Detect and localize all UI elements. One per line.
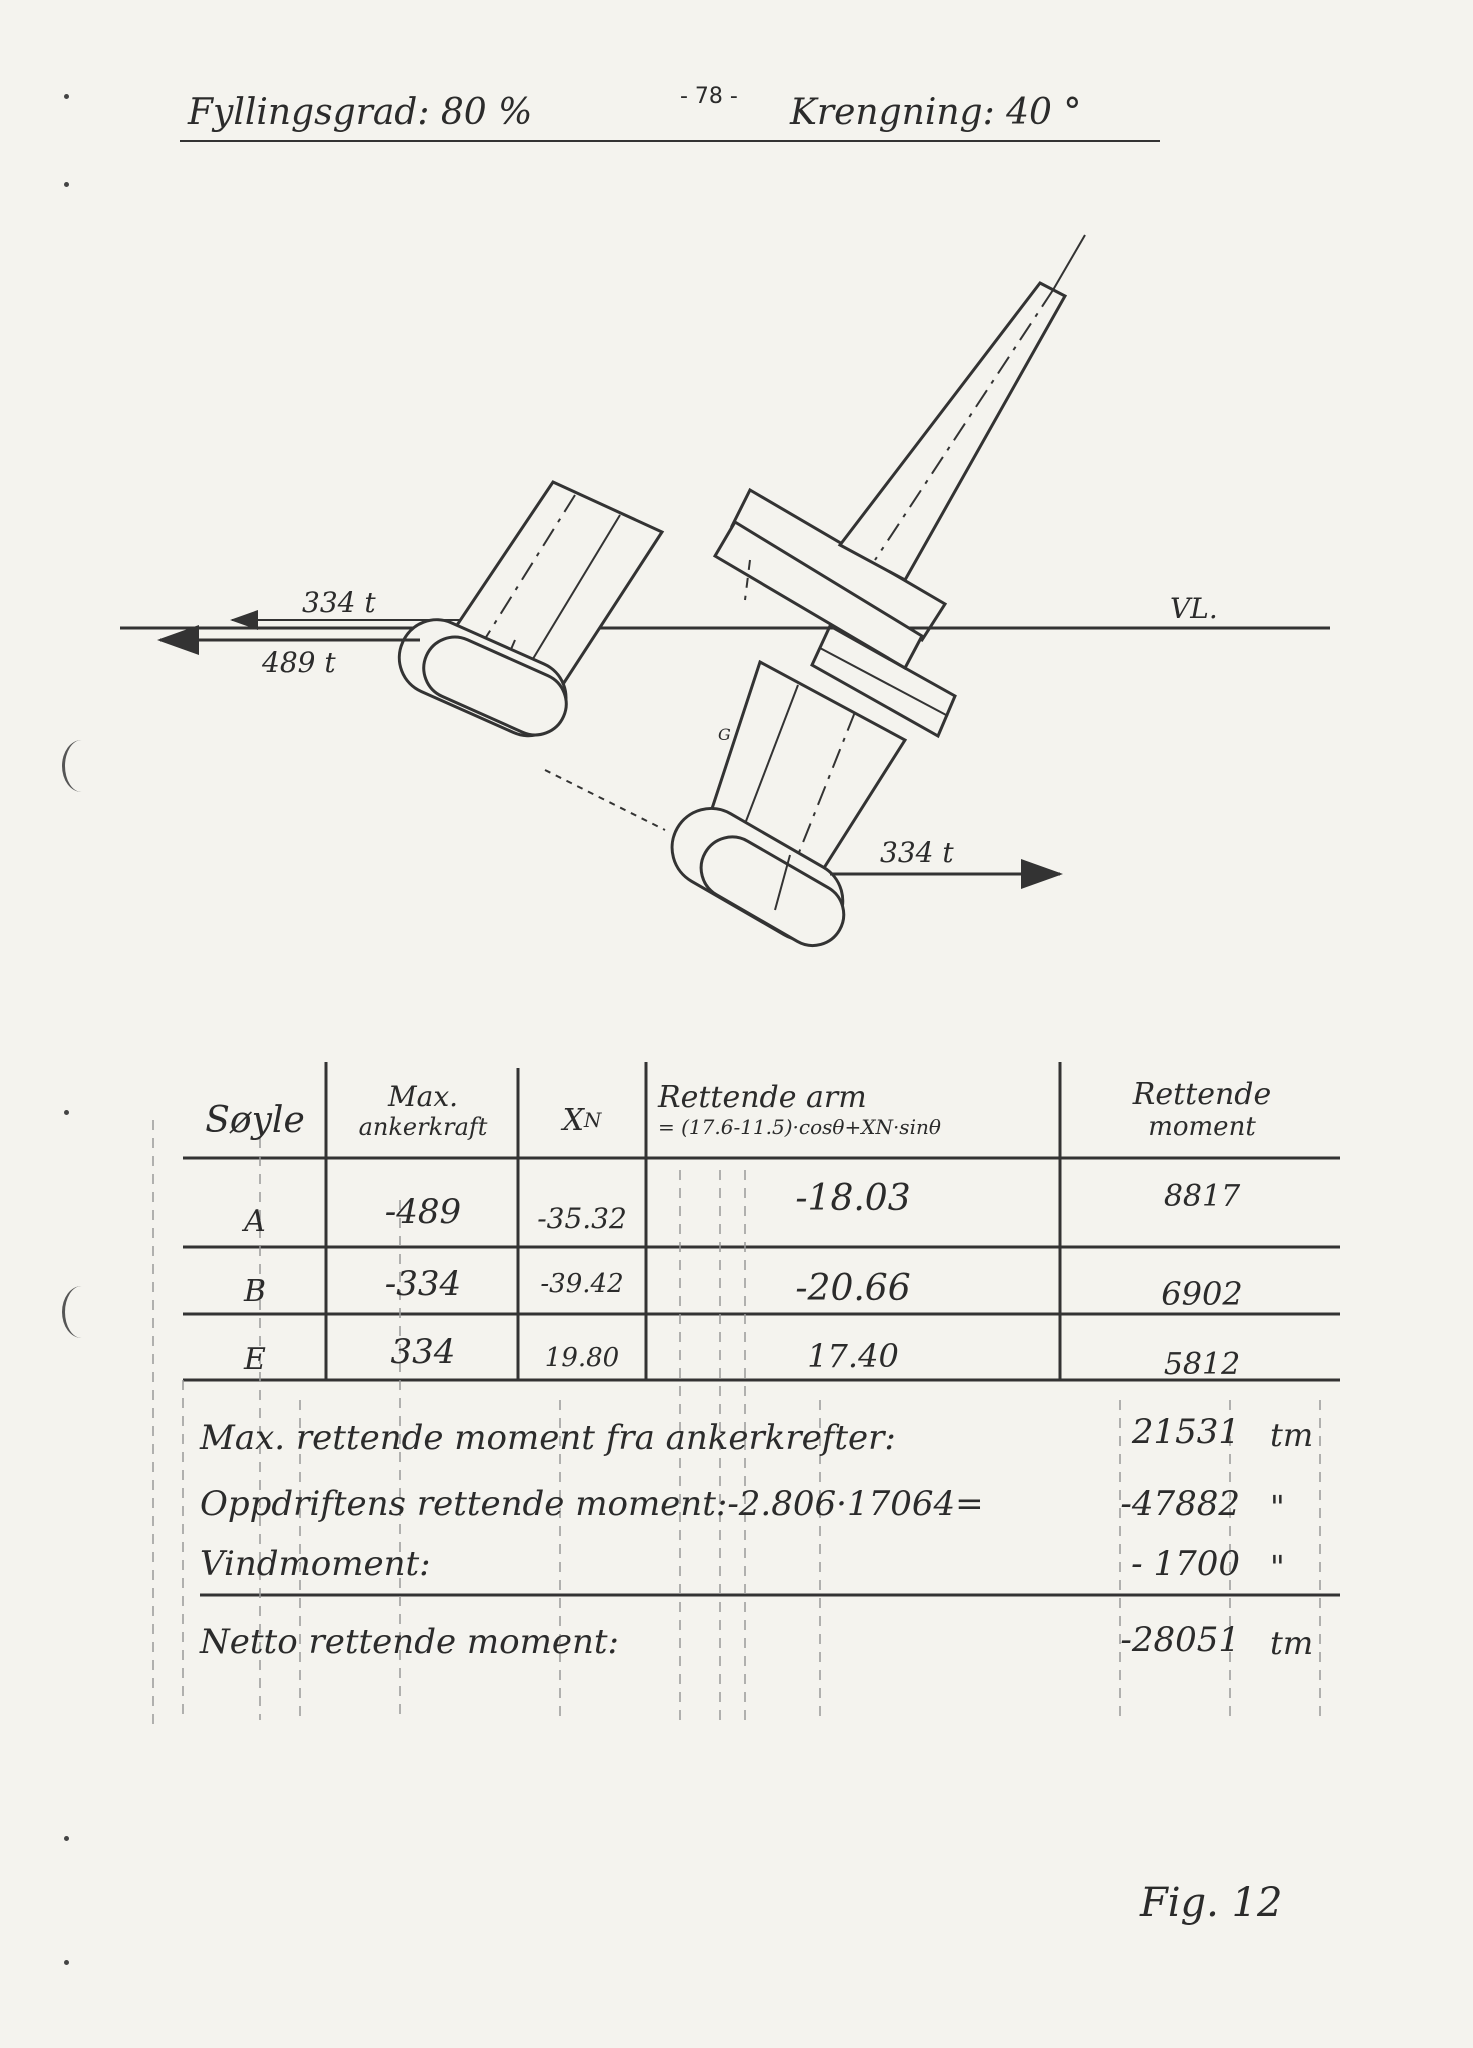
table-cell-column: B — [243, 1273, 267, 1309]
label-334t-right: 334 t — [880, 836, 954, 869]
total-unit: tm — [1270, 1624, 1314, 1662]
summary-label-max-anchor-moment: Max. rettende moment fra ankerkrefter: — [200, 1418, 896, 1458]
pontoon-axis — [545, 770, 665, 830]
table-cell-moment: 5812 — [1163, 1346, 1241, 1382]
label-center-of-gravity: G — [718, 725, 731, 744]
summary-value-wind-moment: - 1700 — [1131, 1544, 1240, 1584]
table-header-force — [330, 1066, 516, 1154]
table-cell-xn: -35.32 — [537, 1201, 627, 1235]
table-cell-column: A — [244, 1203, 266, 1239]
table-header-arm — [648, 1064, 1058, 1154]
figure-label: Fig. 12 — [1140, 1880, 1283, 1926]
label-489t-left: 489 t — [262, 646, 336, 679]
derrick-tower — [840, 235, 1085, 580]
table-header-arm-line2: = (17.6-11.5)·cosθ+XN·sinθ — [658, 1114, 941, 1139]
table-header-moment — [1062, 1064, 1342, 1154]
table-cell-moment: 8817 — [1163, 1178, 1241, 1214]
label-waterline: VL. — [1170, 592, 1218, 625]
table-cell-force: -489 — [384, 1192, 462, 1232]
summary-unit: " — [1270, 1548, 1285, 1586]
table-header-moment-line2: moment — [1148, 1111, 1256, 1142]
table-header-moment-line1: Rettende — [1132, 1076, 1272, 1112]
summary-label-buoyancy-moment: Oppdriftens rettende moment:-2.806·17064= — [200, 1484, 984, 1524]
table-cell-moment: 6902 — [1161, 1275, 1243, 1313]
table-header-xn-letter: X — [562, 1102, 584, 1138]
page-number: - 78 - — [680, 84, 738, 109]
table-header-column: Søyle — [205, 1099, 305, 1141]
table-header-force-line2: ankerkraft — [358, 1112, 488, 1141]
table-cell-force: -334 — [384, 1264, 462, 1304]
summary-unit: " — [1270, 1488, 1285, 1526]
summary-value-buoyancy-moment: -47882 — [1120, 1484, 1240, 1524]
table-cell-xn: -39.42 — [540, 1269, 624, 1299]
table-header-force-line1: Max. — [387, 1079, 459, 1113]
table-cell-force: 334 — [390, 1332, 456, 1372]
table-cell-arm: -18.03 — [795, 1177, 911, 1219]
summary-value-max-anchor-moment: 21531 — [1131, 1412, 1240, 1452]
table-cell-arm: 17.40 — [807, 1337, 899, 1375]
total-label-net-righting-moment: Netto rettende moment: — [200, 1622, 619, 1662]
table-header-xn — [520, 1090, 644, 1150]
summary-unit: tm — [1270, 1416, 1314, 1454]
table-cell-arm: -20.66 — [795, 1267, 911, 1309]
label-334t-left: 334 t — [302, 586, 376, 619]
table-cell-column: E — [244, 1341, 266, 1377]
table-cell-xn: 19.80 — [544, 1343, 620, 1373]
header-title-fill-level: Fyllingsgrad: 80 % — [188, 92, 533, 133]
table-header-arm-line1: Rettende arm — [658, 1079, 867, 1115]
header-title-heel-angle: Krengning: 40 ° — [790, 92, 1082, 133]
summary-label-wind-moment: Vindmoment: — [200, 1544, 431, 1584]
total-value-net-righting-moment: -28051 — [1120, 1620, 1240, 1660]
table-header-xn-subscript: N — [583, 1108, 602, 1132]
